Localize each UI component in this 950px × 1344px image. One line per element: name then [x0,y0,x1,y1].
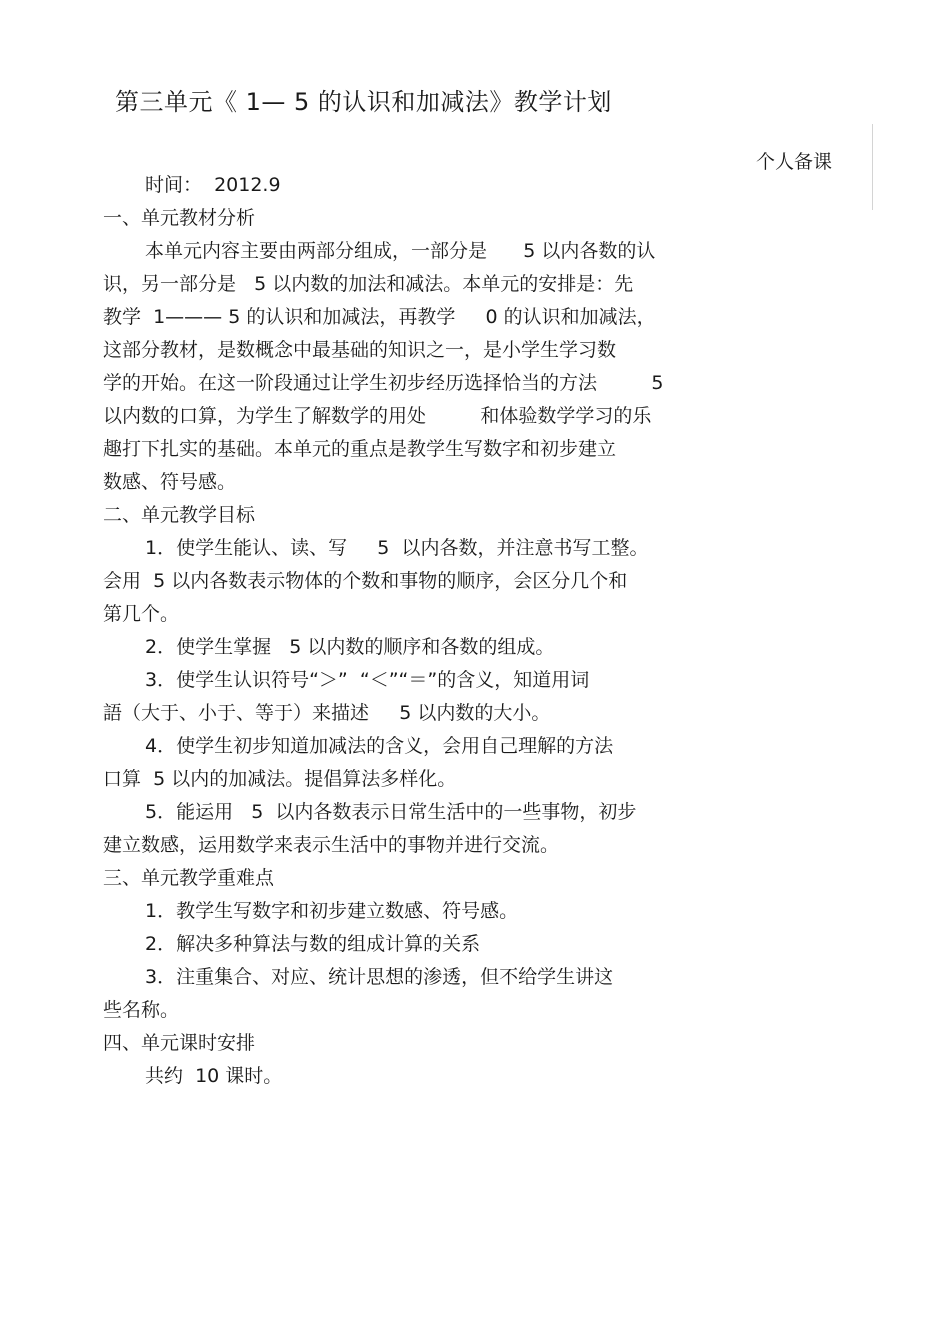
list-item-continuation: 口算 5 以内的加减法。提倡算法多样化。 [103,768,457,790]
list-item: 2．解决多种算法与数的组成计算的关系 [145,933,481,955]
section-heading: 二、单元教学目标 [103,504,256,526]
section-heading: 四、单元课时安排 [103,1032,256,1054]
paragraph-line: 识，另一部分是 5 以内数的加法和减法。本单元的安排是：先 [103,273,634,295]
list-item: 1．教学生写数字和初步建立数感、符号感。 [145,900,519,922]
paragraph-line: 本单元内容主要由两部分组成，一部分是 5 以内各数的认 [145,240,656,262]
list-item: 5．能运用 5 以内各数表示日常生活中的一些事物，初步 [145,801,637,823]
list-item-continuation: 会用 5 以内各数表示物体的个数和事物的顺序，会区分几个和 [103,570,628,592]
paragraph-line: 这部分教材，是数概念中最基础的知识之一，是小学生学习数 [103,339,617,361]
paragraph-line: 教学 1——— 5 的认识和加减法，再教学 0 的认识和加减法， [103,306,656,328]
list-item-continuation: 建立数感，运用数学来表示生活中的事物并进行交流。 [103,834,560,856]
list-item: 1．使学生能认、读、写 5 以内各数，并注意书写工整。 [145,537,649,559]
time-line: 时间： 2012.9 [145,174,281,196]
list-item: 3．使学生认识符号“＞” “＜”“＝”的含义，知道用词 [145,669,590,691]
paragraph-line: 以内数的口算，为学生了解数学的用处 和体验数学学习的乐 [103,405,652,427]
paragraph-line: 趣打下扎实的基础。本单元的重点是教学生写数字和初步建立 [103,438,617,460]
list-item-continuation: 語（大于、小于、等于）来描述 5 以内数的大小。 [103,702,551,724]
paragraph-line: 学的开始。在这一阶段通过让学生初步经历选择恰当的方法 5 [103,372,664,394]
list-item-continuation: 第几个。 [103,603,180,625]
document-title: 第三单元《 1— 5 的认识和加减法》教学计划 [115,88,612,116]
list-item: 2．使学生掌握 5 以内数的顺序和各数的组成。 [145,636,555,658]
side-note: 个人备课 [756,151,833,173]
list-item: 3．注重集合、对应、统计思想的渗透，但不给学生讲这 [145,966,614,988]
section-heading: 三、单元教学重难点 [103,867,275,889]
paragraph-line: 共约 10 课时。 [145,1065,283,1087]
paragraph-line: 数感、符号感。 [103,471,237,493]
list-item-continuation: 些名称。 [103,999,180,1021]
list-item: 4．使学生初步知道加减法的含义，会用自己理解的方法 [145,735,614,757]
margin-rule [872,124,873,210]
section-heading: 一、单元教材分析 [103,207,256,229]
